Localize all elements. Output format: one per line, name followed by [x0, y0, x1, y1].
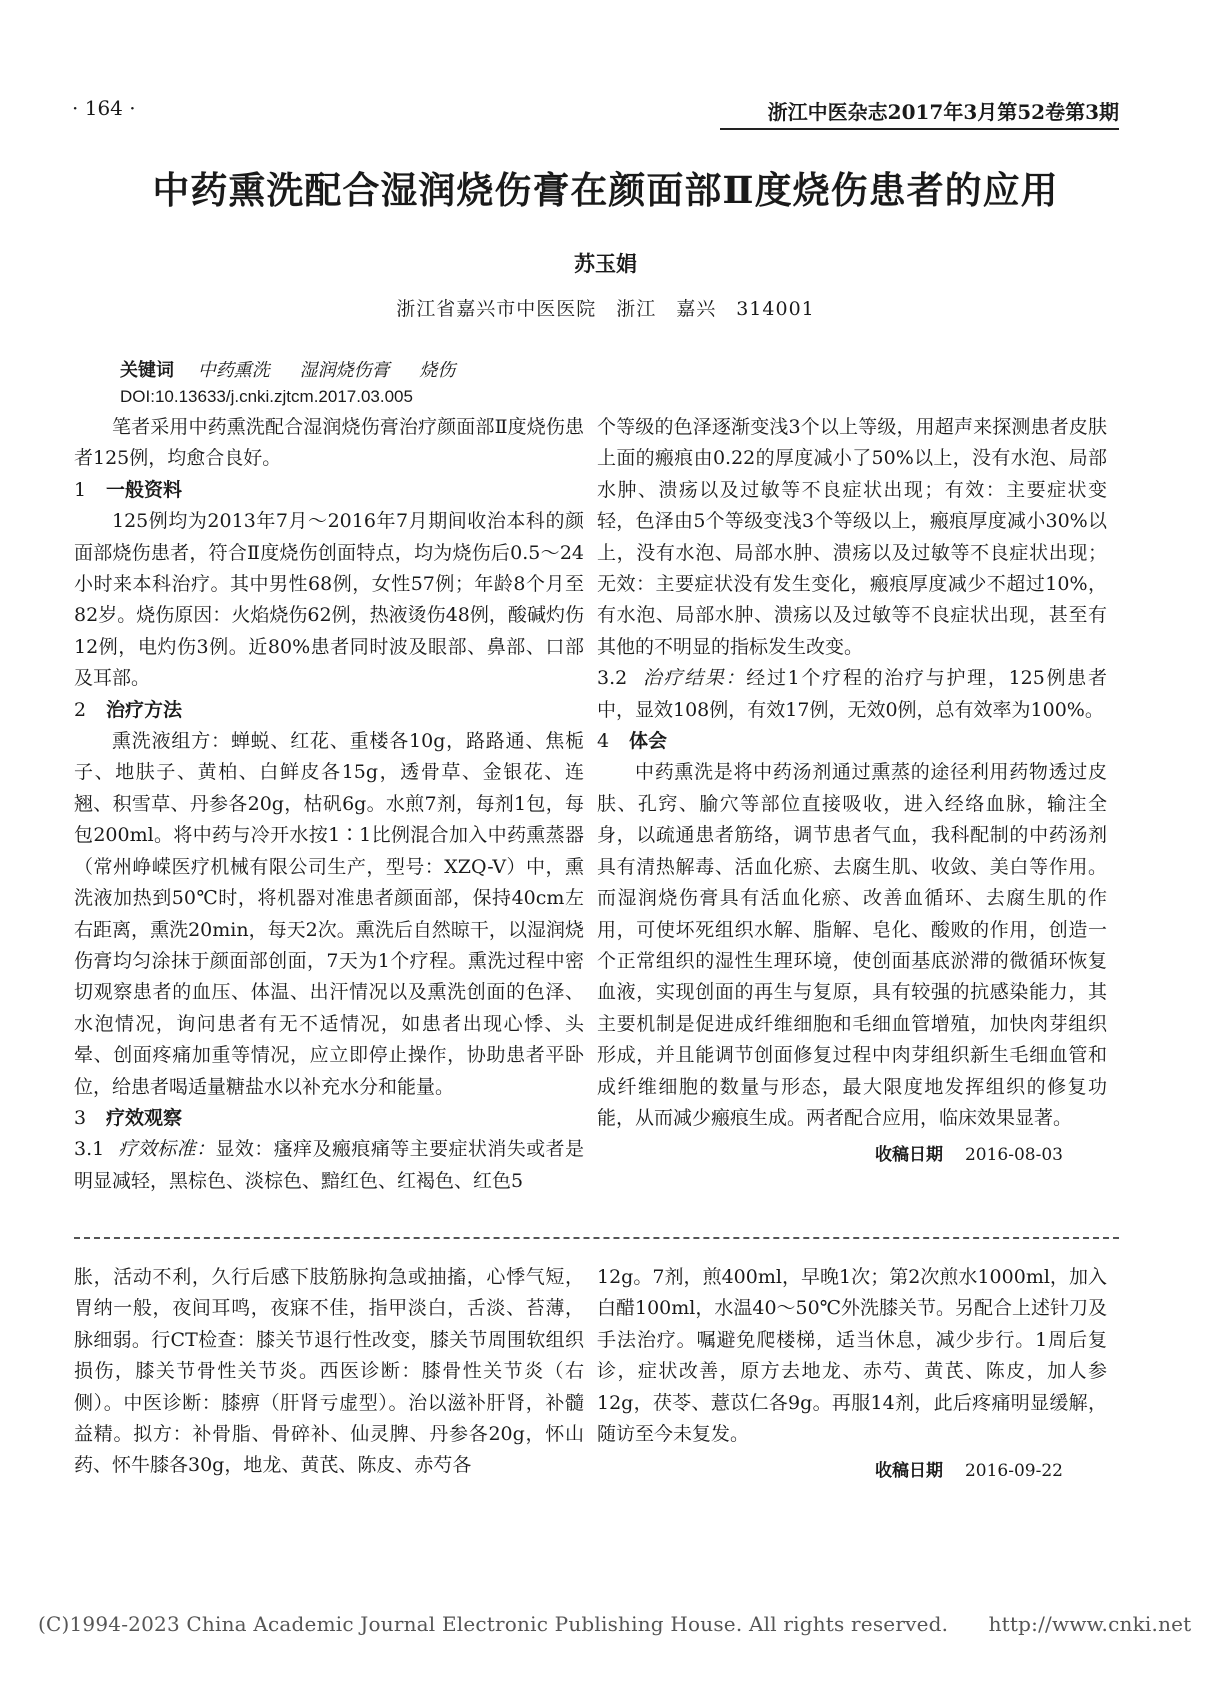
- article-author: 苏玉娟: [574, 251, 637, 276]
- subsection-title: 治疗结果：: [641, 667, 747, 690]
- section-3-1-text: [74, 1134, 584, 1197]
- header-rule: [720, 128, 1119, 130]
- keyword: 中药熏洗: [197, 360, 270, 381]
- received-label: 收稿日期: [874, 1145, 943, 1166]
- page-number: · 164 ·: [72, 96, 136, 120]
- section-4-text: 中药熏洗是将中药汤剂通过熏蒸的途径利用药物透过皮肤、孔窍、腧穴等部位直接吸收，进入经络血脉，输注全身，以疏通患者筋络，调节患者气血，我科配制的中药汤剂具有清热解毒、活血化瘀、去腐生肌、收敛、美白等作用。而湿润烧伤膏具有活血化瘀、改善血循环、去腐生肌的作用，可使坏死组织水解、脂解、皂化、酸败的作用，创造一个正常组织的湿性生理环境，使创面基底淤滞的微循环恢复血液，实现创面的再生与复原，具有较强的抗感染能力，其主要机制是促进成纤维细胞和毛细血管增殖，加快肉芽组织形成，并且能调节创面修复过程中肉芽组织新生毛细血管和成纤维细胞的数量与形态，最大限度地发挥组织的修复功能，从而减少瘢痕生成。两者配合应用，临床效果显著。: [597, 761, 1107, 1129]
- lower-left-text: 胀，活动不利，久行后感下肢筋脉拘急或抽搐，心悸气短，胃纳一般，夜间耳鸣，夜寐不佳，指甲淡白，舌淡、苔薄，脉细弱。行CT检查：膝关节退行性改变，膝关节周围软组织损伤，膝关节骨性关节炎。西医诊断：膝骨性关节炎（右侧）。中医诊断：膝痹（肝肾亏虚型）。治以滋补肝肾，补髓益精。拟方：补骨脂、骨碎补、仙灵脾、丹参各20g，怀山药、怀牛膝各30g，地龙、黄芪、陈皮、赤芍各: [74, 1266, 584, 1477]
- received-date-line: [597, 1140, 1107, 1171]
- received-date: 2016-08-03: [964, 1145, 1063, 1166]
- section-2-heading: [74, 695, 584, 726]
- lower-left-column: [74, 1262, 584, 1482]
- journal-header: 浙江中医杂志2017年3月第52卷第3期: [767, 100, 1119, 124]
- subsection-title: 疗效标准：: [118, 1138, 216, 1161]
- article-title: 中药熏洗配合湿润烧伤膏在颜面部Ⅱ度烧伤患者的应用: [152, 168, 1059, 212]
- section-1-heading: [74, 475, 584, 506]
- section-title: 疗效观察: [106, 1106, 183, 1129]
- section-1-text: 125例均为2013年7月～2016年7月期间收治本科的颜面部烧伤患者，符合Ⅱ度烧伤创面特点，均为烧伤后0.5～24小时来本科治疗。其中男性68例，女性57例；年龄8个月至82岁。烧伤原因：火焰烧伤62例，热液烫伤48例，酸碱灼伤12例，电灼伤3例。近80%患者同时波及眼部、鼻部、口部及耳部。: [74, 510, 584, 690]
- section-number: 1: [74, 478, 87, 501]
- subsection-number: 3.2: [597, 667, 628, 690]
- received-date: 2016-09-22: [964, 1461, 1063, 1482]
- section-4-heading: [597, 726, 1107, 757]
- keywords-label: 关键词: [120, 360, 174, 381]
- section-title: 治疗方法: [106, 698, 183, 721]
- right-column: [597, 412, 1107, 1171]
- keyword: 湿润烧伤膏: [299, 360, 390, 381]
- section-2-text: 熏洗液组方：蝉蜕、红花、重楼各10g，路路通、焦栀子、地肤子、黄柏、白鲜皮各15g，透骨草、金银花、连翘、积雪草、丹参各20g，枯矾6g。水煎7剂，每剂1包，每包200ml。将中药与冷开水按1∶1比例混合加入中药熏蒸器（常州峥嵘医疗机械有限公司生产，型号：XZQ-V）中，熏洗液加热到50℃时，将机器对准患者颜面部，保持40cm左右距离，熏洗20min，每天2次。熏洗后自然晾干，以湿润烧伤膏均匀涂抹于颜面部创面，7天为1个疗程。熏洗过程中密切观察患者的血压、体温、出汗情况以及熏洗创面的色泽、水泡情况，询问患者有无不适情况，如患者出现心悸、头晕、创面疼痛加重等情况，应立即停止操作，协助患者平卧位，给患者喝适量糖盐水以补充水分和能量。: [74, 730, 584, 1098]
- subsection-text: 经过1个疗程的治疗与护理，125例患者中，显效108例，有效17例，无效0例，总有效率为100%。: [597, 667, 1107, 721]
- left-column: [74, 412, 584, 1197]
- subsection-text: 显效：瘙痒及瘢痕痛等主要症状消失或者是明显减轻，黑棕色、淡棕色、黯红色、红褐色、红色5: [74, 1138, 584, 1192]
- intro-paragraph: 笔者采用中药熏洗配合湿润烧伤膏治疗颜面部Ⅱ度烧伤患者125例，均愈合良好。: [74, 416, 584, 470]
- section-title: 一般资料: [106, 478, 183, 501]
- received-date-line: [597, 1456, 1107, 1487]
- section-3-2-text: [597, 663, 1107, 726]
- section-3-1-continued: 个等级的色泽逐渐变浅3个以上等级，用超声来探测患者皮肤上面的瘢痕由0.22的厚度减小了50%以上，没有水泡、局部水肿、溃疡以及过敏等不良症状出现；有效：主要症状变轻，色泽由5个等级变浅3个等级以上，瘢痕厚度减小30%以上，没有水泡、局部水肿、溃疡以及过敏等不良症状出现；无效：主要症状没有发生变化，瘢痕厚度减少不超过10%，有水泡、局部水肿、溃疡以及过敏等不良症状出现，甚至有其他的不明显的指标发生改变。: [597, 416, 1107, 658]
- section-3-heading: [74, 1103, 584, 1134]
- keywords-line: [120, 356, 479, 382]
- section-number: 4: [597, 730, 610, 753]
- received-label: 收稿日期: [874, 1461, 943, 1482]
- doi: DOI:10.13633/j.cnki.zjtcm.2017.03.005: [120, 387, 413, 406]
- subsection-number: 3.1: [74, 1138, 105, 1161]
- lower-right-text: 12g。7剂，煎400ml，早晚1次；第2次煎水1000ml，加入白醋100ml，水温40～50℃外洗膝关节。另配合上述针刀及手法治疗。嘱避免爬楼梯，适当休息，减少步行。1周后复诊，症状改善，原方去地龙、赤芍、黄芪、陈皮，加人参12g，茯苓、薏苡仁各9g。再服14剂，此后疼痛明显缓解，随访至今未复发。: [597, 1266, 1107, 1446]
- lower-right-column: [597, 1262, 1107, 1487]
- section-number: 3: [74, 1106, 87, 1129]
- author-affiliation: 浙江省嘉兴市中医医院 浙江 嘉兴 314001: [396, 298, 815, 320]
- keyword: 烧伤: [419, 360, 456, 381]
- section-number: 2: [74, 698, 87, 721]
- article-divider: [74, 1237, 1119, 1239]
- section-title: 体会: [629, 730, 668, 753]
- copyright-footer: (C)1994-2023 China Academic Journal Electronic Publishing House. All rights reserved. http://www.cnki.net: [38, 1612, 1192, 1636]
